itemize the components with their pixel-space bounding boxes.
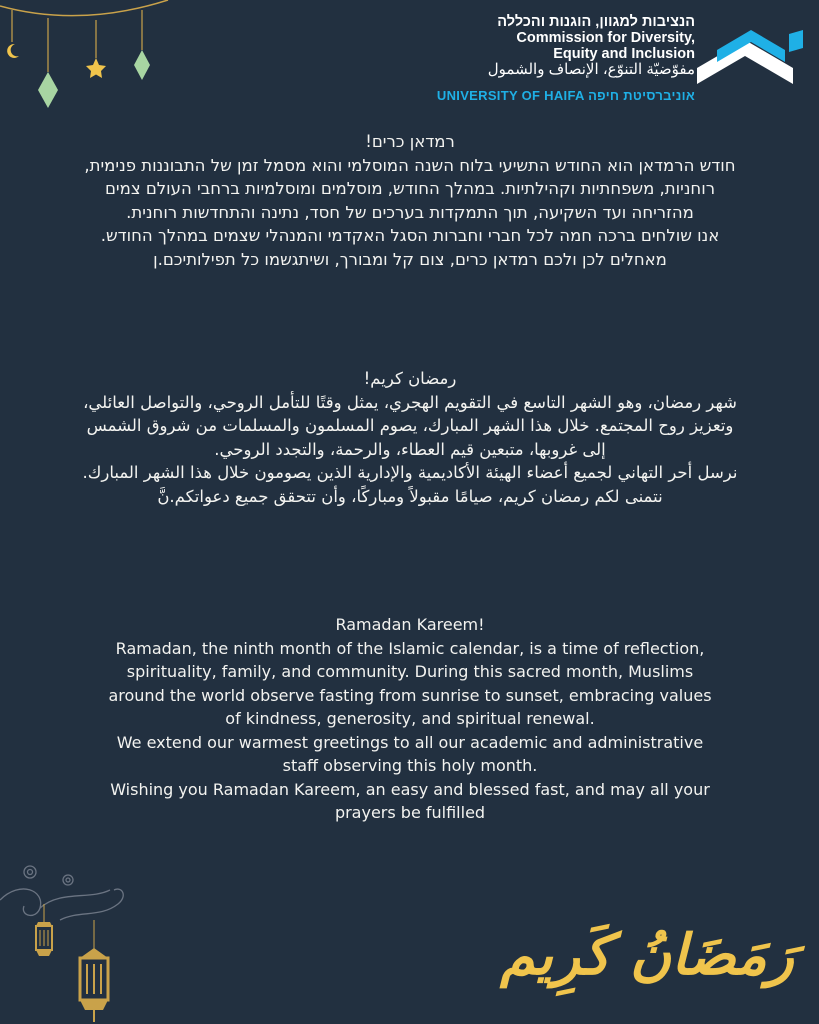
hebrew-body: חודש הרמדאן הוא החודש התשיעי בלוח השנה המוסלמי והוא מסמל זמן של התבוננות פנימית, רוחניות, משפחתיות וקהילתיות. במהלך החודש, מוסלמים ומוסלמיות ברחבי העולם צמים מהזריחה ועד השקיעה, תוך התמקדות בערכים של חסד, נתינה והתחדשות רוחנית. xyxy=(84,155,736,222)
org-name-hebrew: הנציבות למגוון, הוגנות והכללה xyxy=(497,14,695,30)
english-body: Ramadan, the ninth month of the Islamic calendar, is a time of reflection, spirituality, family, and community. During this sacred month, Muslims around the world observe fasting from sunrise to sunset, embracing values of kindness, generosity, and spiritual renewal. xyxy=(108,638,712,728)
org-logo-text xyxy=(395,14,695,78)
star-icon xyxy=(86,58,106,78)
lantern-swirl-decoration xyxy=(0,860,150,1024)
arabic-wish: نتمنى لكم رمضان كريم، صيامًا مقبولاً ومباركًا، وأن تتحقق جميع دعواتكم.نَّ xyxy=(157,486,663,506)
hebrew-greetings: אנו שולחים ברכה חמה לכל חברי וחברות הסגל האקדמי והמנהלי שצמים במהלך החודש. xyxy=(100,226,720,245)
english-greetings: We extend our warmest greetings to all our academic and administrative staff observing this holy month. xyxy=(116,732,704,775)
arabic-greetings: نرسل أحر التهاني لجميع أعضاء الهيئة الأكاديمية والإدارية الذين يصومون خلال هذا الشهر المبارك. xyxy=(82,463,738,482)
english-message xyxy=(100,613,720,825)
arabic-body: شهر رمضان، وهو الشهر التاسع في التقويم الهجري، يمثل وقتًا للتأمل الروحي، والتواصل العائلي، وتعزيز روح المجتمع. خلال هذا الشهر المبارك، يصوم المسلمون والمسلمات من شروق الشمس إلى غروبها، متبعين قيم العطاء، والرحمة، والتجدد الروحي. xyxy=(83,392,737,459)
english-wish: Wishing you Ramadan Kareem, an easy and blessed fast, and may all your prayers be fulfilled xyxy=(110,779,710,822)
university-name: UNIVERSITY OF HAIFA אוניברסיטת חיפה xyxy=(436,88,695,103)
decor-string xyxy=(0,0,168,16)
university-logo-icon xyxy=(697,28,805,86)
hebrew-wish: מאחלים לכן ולכם רמדאן כרים, צום קל ומבורך, ושיתגשמו כל תפילותיכם.ן xyxy=(153,249,667,269)
english-greeting: Ramadan Kareem! xyxy=(335,615,485,634)
green-lantern-icon xyxy=(38,72,58,108)
arabic-message xyxy=(80,367,740,508)
org-name-arabic: مفوّضيّة التنوّع، الإنصاف والشمول xyxy=(487,61,695,78)
hebrew-message xyxy=(80,130,740,271)
org-name-english-2: Equity and Inclusion xyxy=(553,46,695,62)
green-lantern-small-icon xyxy=(134,50,150,80)
crescent-moon-icon xyxy=(7,44,19,58)
arabic-greeting: رمضان كريم! xyxy=(363,369,457,388)
ramadan-kareem-calligraphy: رَمَضَانُ كَرِيم xyxy=(500,922,794,988)
hebrew-greeting: רמדאן כרים! xyxy=(365,132,455,151)
org-name-english-1: Commission for Diversity, xyxy=(516,30,695,46)
large-lantern-icon xyxy=(80,920,108,1022)
hanging-lanterns-decoration xyxy=(0,0,170,120)
